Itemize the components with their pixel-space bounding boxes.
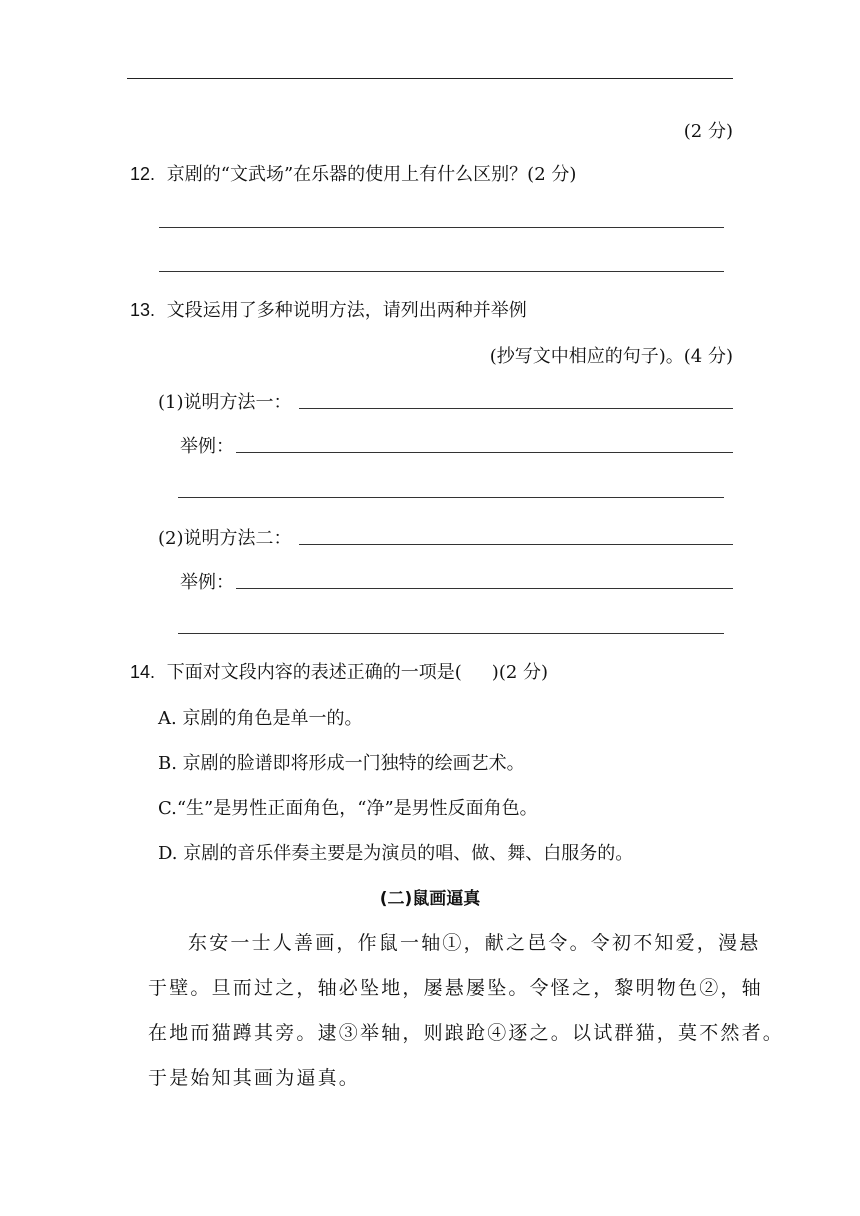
question-13-text-continued: (抄写文中相应的句子)。(4 分) xyxy=(489,346,733,367)
question-14-score: )(2 分) xyxy=(491,662,549,683)
passage-line-2: 于壁。旦而过之，轴必坠地，屡悬屡坠。令怪之，黎明物色②，轴 xyxy=(148,977,763,999)
question-13-text: 文段运用了多种说明方法，请列出两种并举例 xyxy=(166,300,527,321)
passage-line-1: 东安一士人善画，作鼠一轴①，献之邑令。令初不知爱，漫悬 xyxy=(188,932,761,954)
option-a[interactable]: A. 京剧的角色是单一的。 xyxy=(158,708,363,729)
question-14-number: 14. xyxy=(130,662,156,682)
previous-question-score: (2 分) xyxy=(683,121,733,142)
option-d[interactable]: D. 京剧的音乐伴奏主要是为演员的唱、做、舞、白服务的。 xyxy=(158,843,634,864)
example-1-answer-line-2[interactable] xyxy=(178,497,724,498)
method-1-answer-line[interactable] xyxy=(299,408,733,409)
top-rule xyxy=(127,78,733,79)
passage-line-4: 于是始知其画为逼真。 xyxy=(148,1067,361,1089)
question-14 xyxy=(130,658,548,684)
question-13 xyxy=(130,296,527,322)
option-c[interactable]: C.“生”是男性正面角色，“净”是男性反面角色。 xyxy=(158,798,538,819)
q12-answer-line-2[interactable] xyxy=(159,271,724,272)
option-b[interactable]: B. 京剧的脸谱即将形成一门独特的绘画艺术。 xyxy=(158,753,525,774)
question-14-text: 下面对文段内容的表述正确的一项是( xyxy=(166,662,462,683)
example-2-answer-line-1[interactable] xyxy=(236,588,733,589)
example-1-label: 举例： xyxy=(180,436,234,457)
example-1-answer-line-1[interactable] xyxy=(236,452,733,453)
q12-answer-line-1[interactable] xyxy=(159,227,724,228)
passage-line-3: 在地而猫蹲其旁。逮③举轴，则踉跄④逐之。以试群猫，莫不然者。 xyxy=(148,1022,785,1044)
example-2-answer-line-2[interactable] xyxy=(178,633,724,634)
question-13-number: 13. xyxy=(130,300,156,320)
question-12-number: 12. xyxy=(130,164,156,184)
example-2-label: 举例： xyxy=(180,572,234,593)
method-2-answer-line[interactable] xyxy=(299,544,733,545)
section-title: (二)鼠画逼真 xyxy=(379,889,481,909)
question-12-text: 京剧的“文武场”在乐器的使用上有什么区别？(2 分) xyxy=(166,164,577,185)
method-1-label: (1)说明方法一： xyxy=(158,392,292,413)
method-2-label: (2)说明方法二： xyxy=(158,528,292,549)
question-12 xyxy=(130,160,576,186)
